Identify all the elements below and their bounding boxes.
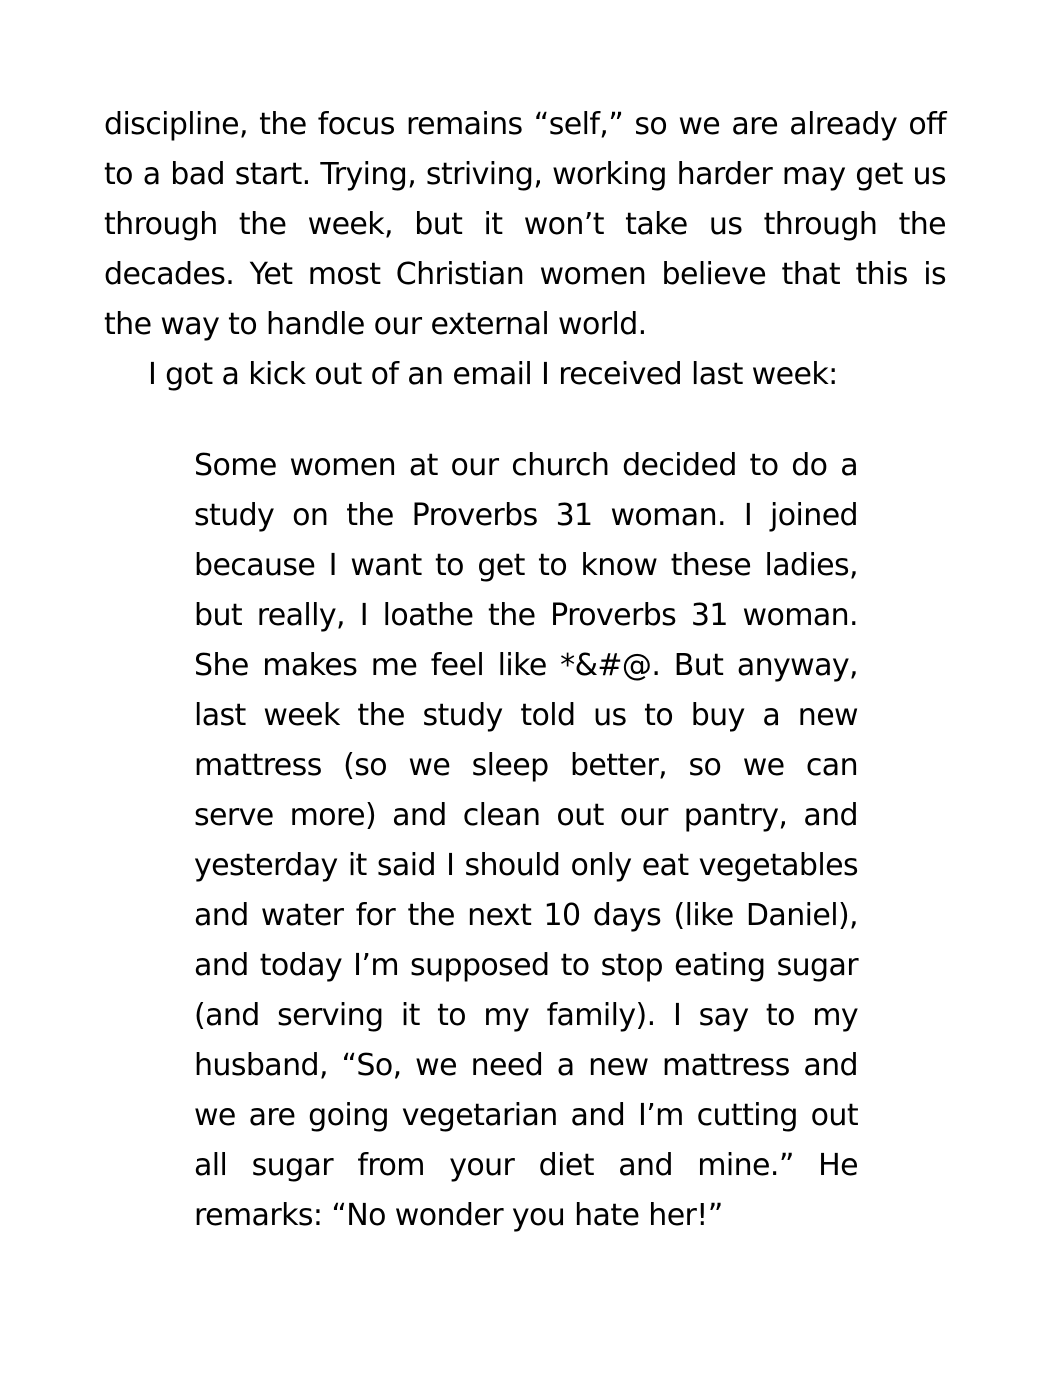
paragraph-email-intro: I got a kick out of an email I received last week: — [148, 357, 838, 392]
body-text — [104, 100, 946, 400]
paragraph-discipline: discipline, the focus remains “self,” so we are already off to a bad start. Trying, striving, working harder may get us through the week, but it won’t take us through the decades. Yet most Christian women believe that this is the way to handle our external world. — [104, 107, 946, 342]
block-quote-email: Some women at our church decided to do a study on the Proverbs 31 woman. I joined because I want to get to know these ladies, but really, I loathe the Proverbs 31 woman. She makes me feel like *&#@. But anyway, last week the study told us to buy a new mattress (so we sleep better, so we can serve more) and clean out our pantry, and yesterday it said I should only eat vegetables and water for the next 10 days (like Daniel), and today I’m supposed to stop eating sugar (and serving it to my family). I say to my husband, “So, we need a new mattress and we are going vegetarian and I’m cutting out all sugar from your diet and mine.” He remarks: “No wonder you hate her!” — [194, 448, 858, 1233]
